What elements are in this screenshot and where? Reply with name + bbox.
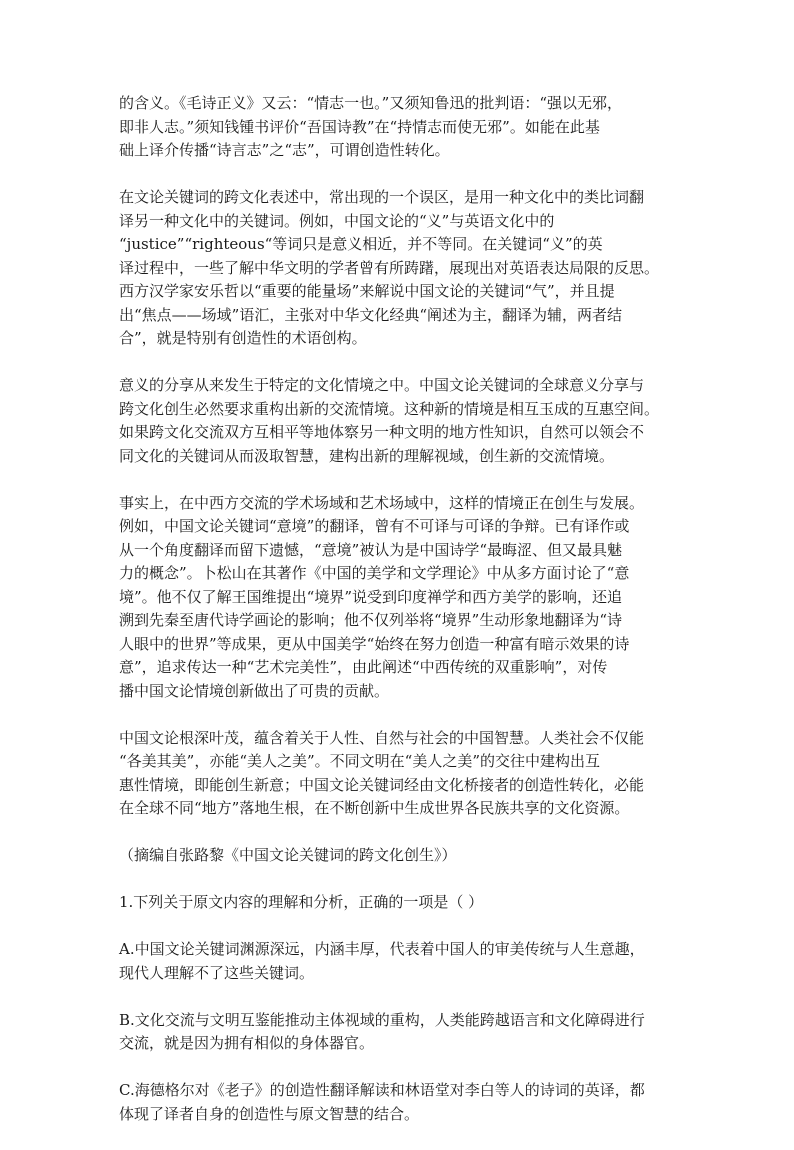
question-stem xyxy=(119,891,681,915)
text-line: 合”，就是特别有创造性的术语创构。 xyxy=(119,329,367,347)
text-line: 从一个角度翻译而留下遗憾，“意境”被认为是中国诗学“最晦涩、但又最具魅 xyxy=(119,540,623,559)
text-line: 溯到先秦至唐代诗学画论的影响；他不仅列举将“境界”生动形象地翻译为“诗 xyxy=(119,611,623,629)
text-line: 境”。他不仅了解王国维提出“境界”说受到印度禅学和西方美学的影响，还追 xyxy=(119,587,623,606)
text-line: 体现了译者自身的创造性与原文智慧的结合。 xyxy=(119,1104,420,1123)
text-line: 1.下列关于原文内容的理解和分析，正确的一项是（ ） xyxy=(119,893,484,911)
option-c xyxy=(119,1079,681,1126)
text-line: 的含义。《毛诗正义》又云：“情志一也。”又须知鲁迅的批判语：“强以无邪， xyxy=(119,94,623,112)
text-line: 人眼中的世界”等成果，更从中国美学“始终在努力创造一种富有暗示效果的诗 xyxy=(119,634,630,653)
text-line: A.中国文论关键词渊源深远，内涵丰厚，代表着中国人的审美传统与人生意趣， xyxy=(119,940,645,958)
text-line: 同文化的关键词从而汲取智慧，建构出新的理解视域，创生新的交流情境。 xyxy=(119,446,615,465)
text-line: 跨文化创生必然要求重构出新的交流情境。这种新的情境是相互玉成的互惠空间。 xyxy=(119,399,660,418)
text-line: 西方汉学家安乐哲以“重要的能量场”来解说中国文论的关键词“气”，并且提 xyxy=(119,282,615,300)
option-b xyxy=(119,1009,681,1056)
text-line: 在全球不同“地方”落地生根，在不断创新中生成世界各民族共享的文化资源。 xyxy=(119,799,630,817)
text-line: 事实上，在中西方交流的学术场域和艺术场域中，这样的情境正在创生与发展。 xyxy=(119,493,645,512)
text-line: 础上译介传播“诗言志”之“志”，可谓创造性转化。 xyxy=(119,141,450,159)
option-a xyxy=(119,938,681,985)
text-line: 播中国文论情境创新做出了可贵的贡献。 xyxy=(119,681,390,700)
text-line: 意”，追求传达一种“艺术完美性”，由此阐述“中西传统的双重影响”，对传 xyxy=(119,658,608,676)
text-line: 力的概念”。卜松山在其著作《中国的美学和文学理论》中从多方面讨论了“意 xyxy=(119,564,630,582)
text-line: 中国文论根深叶茂，蕴含着关于人性、自然与社会的中国智慧。人类社会不仅能 xyxy=(119,728,645,747)
text-line: 惠性情境，即能创生新意；中国文论关键词经由文化桥接者的创造性转化，必能 xyxy=(119,775,645,794)
text-line: 例如，中国文论关键词“意境”的翻译，曾有不可译与可译的争辩。已有译作或 xyxy=(119,517,630,535)
text-line: 交流，就是因为拥有相似的身体器官。 xyxy=(119,1034,375,1052)
document-body xyxy=(119,92,681,1150)
text-line: 意义的分享从来发生于特定的文化情境之中。中国文论关键词的全球意义分享与 xyxy=(119,376,645,394)
text-line: 即非人志。”须知钱锺书评价“吾国诗教”在“持情志而使无邪”。如能在此基 xyxy=(119,117,600,136)
text-line: 译过程中，一些了解中华文明的学者曾有所踌躇，展现出对英语表达局限的反思。 xyxy=(119,258,660,277)
text-line: 译另一种文化中的关键词。例如，中国文论的“义”与英语文化中的 xyxy=(119,211,555,230)
text-line: “justice”“righteous“等词只是意义相近，并不等同。在关键词“义”的英 xyxy=(119,235,603,253)
text-line: C.海德格尔对《老子》的创造性翻译解读和林语堂对李白等人的诗词的英译，都 xyxy=(119,1081,645,1099)
text-line: 现代人理解不了这些关键词。 xyxy=(119,963,315,982)
source-citation xyxy=(119,844,681,868)
text-line: 如果跨文化交流双方互相平等地体察另一种文明的地方性知识，自然可以领会不 xyxy=(119,423,645,441)
paragraph-5 xyxy=(119,727,681,821)
text-line: “各美其美”，亦能“美人之美”。不同文明在“美人之美”的交往中建构出互 xyxy=(119,752,601,770)
text-line: 出“焦点——场域”语汇，主张对中华文化经典“阐述为主，翻译为辅，两者结 xyxy=(119,305,623,324)
paragraph-4 xyxy=(119,492,681,704)
text-line: （摘编自张路黎《中国文论关键词的跨文化创生》） xyxy=(119,846,457,864)
text-line: B.文化交流与文明互鉴能推动主体视域的重构，人类能跨越语言和文化障碍进行 xyxy=(119,1010,645,1029)
paragraph-2 xyxy=(119,186,681,351)
paragraph-1 xyxy=(119,92,681,163)
text-line: 在文论关键词的跨文化表述中，常出现的一个误区，是用一种文化中的类比词翻 xyxy=(119,188,645,206)
paragraph-3 xyxy=(119,374,681,468)
